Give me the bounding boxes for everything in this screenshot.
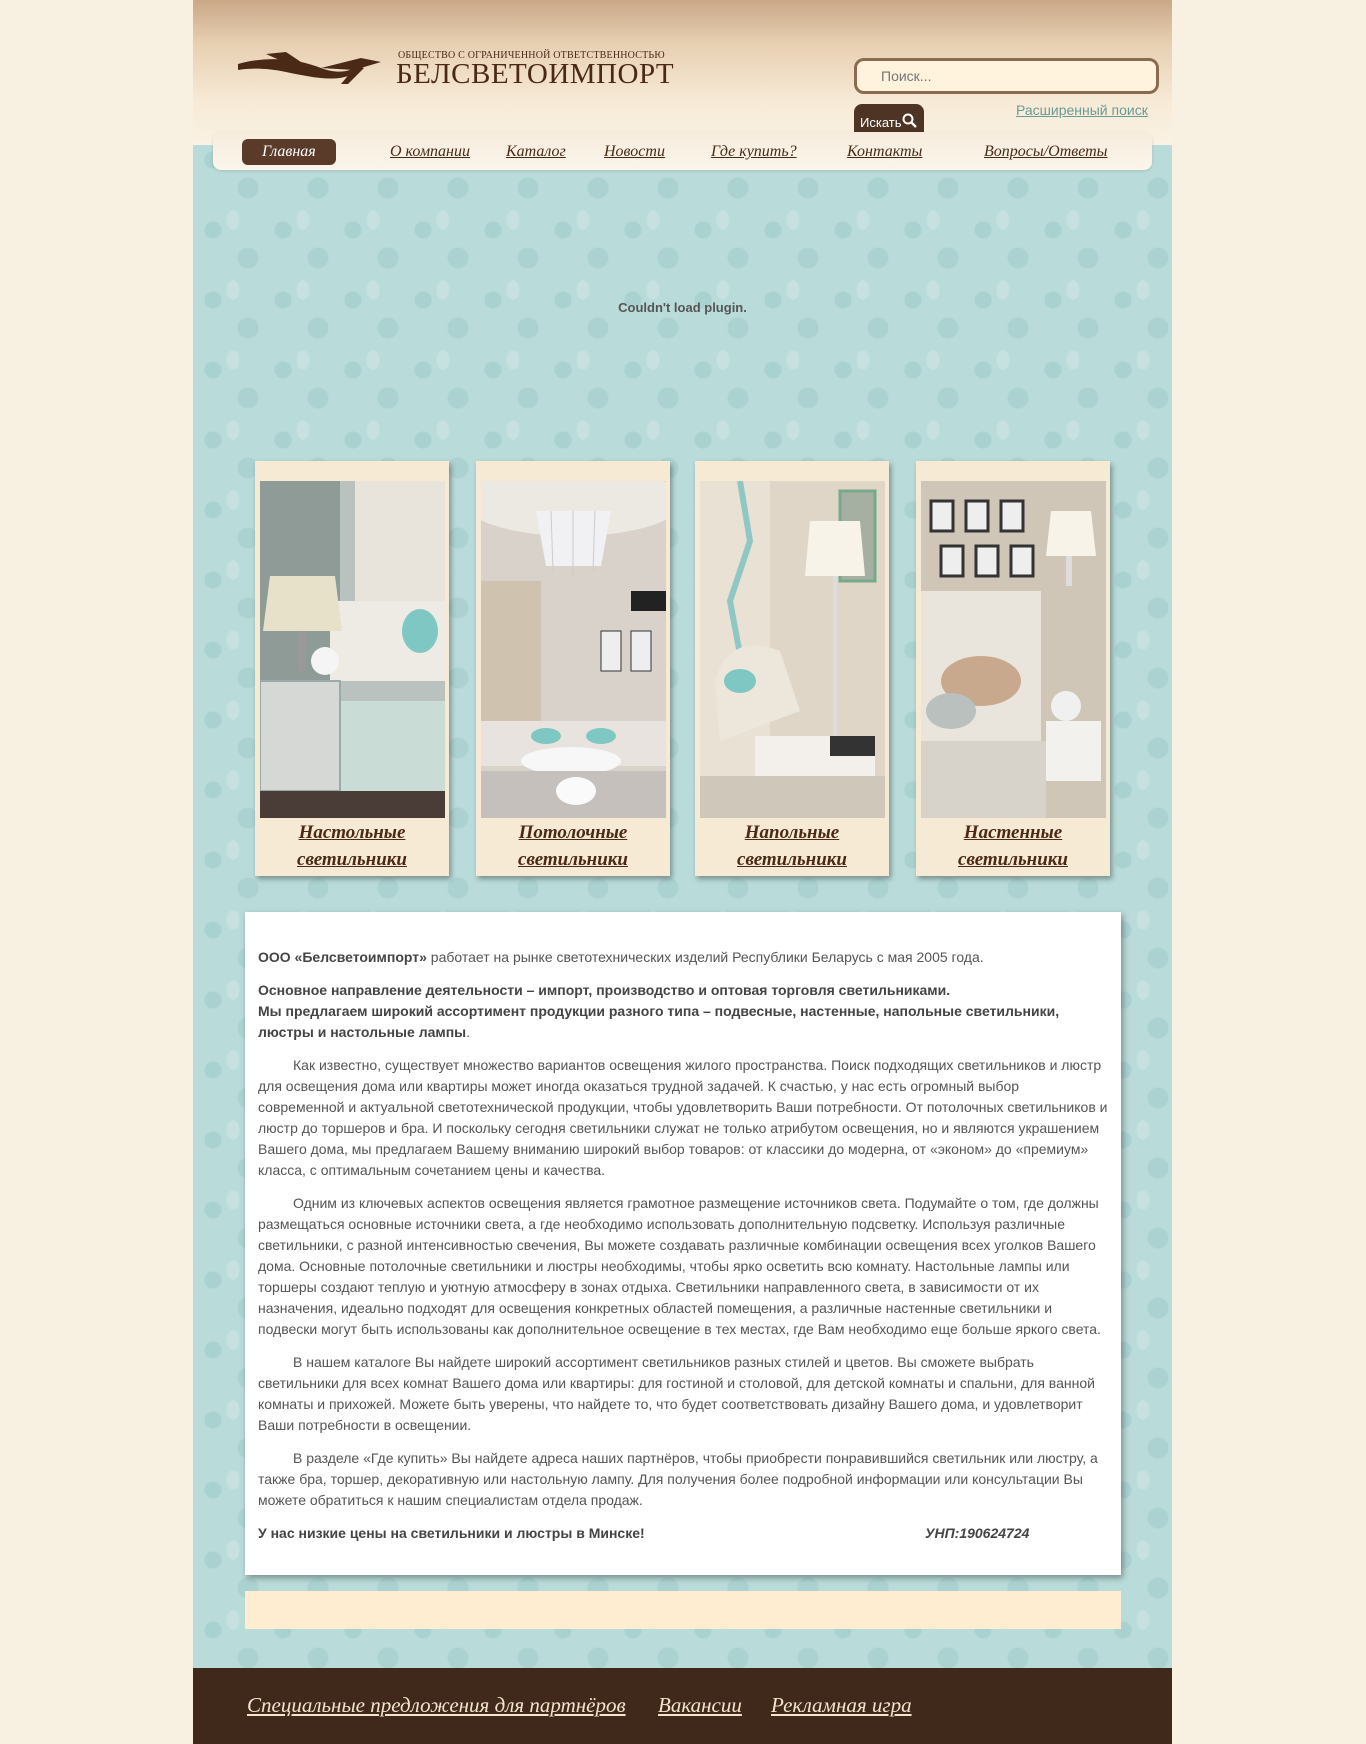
floor-lamps-image[interactable] xyxy=(700,481,885,818)
table-lamps-title[interactable] xyxy=(255,819,449,873)
logo-company-name: БЕЛСВЕТОИМПОРТ xyxy=(396,58,675,90)
lamp-logo-icon xyxy=(236,46,396,86)
empty-banner-bar xyxy=(245,1591,1121,1629)
plugin-error-message: Couldn't load plugin. xyxy=(618,300,747,315)
company-name: ООО «Белсветоимпорт» xyxy=(258,949,427,965)
category-card-ceiling-lamps[interactable] xyxy=(476,461,670,876)
header xyxy=(193,0,1172,145)
unp-number: УНП:190624724 xyxy=(925,1525,1030,1541)
card-title-line: Настенные xyxy=(963,822,1063,843)
closing-line xyxy=(258,1523,1108,1544)
footer xyxy=(193,1668,1172,1744)
activity-paragraph xyxy=(258,980,1108,1043)
intro-text: работает на рынке светотехнических изделий Республики Беларусь с мая 2005 года. xyxy=(426,949,984,965)
footer-link-promo-game[interactable]: Рекламная игра xyxy=(771,1693,912,1717)
logo[interactable] xyxy=(236,44,675,90)
footer-link-partners[interactable]: Специальные предложения для партнёров xyxy=(247,1693,626,1717)
where-to-buy-paragraph: В разделе «Где купить» Вы найдете адреса наших партнёров, чтобы приобрести понравившийся светильник или люстру, а также бра, торшер, декоративную или настольную лампу. Для получения более подробной информации или консультации Вы можете обратиться к нашим специалистам отдела продаж. xyxy=(258,1450,1098,1508)
table-lamps-image[interactable] xyxy=(260,481,445,818)
activity-line: Основное направление деятельности – импорт, производство и оптовая торговля светильниками. xyxy=(258,982,951,998)
lighting-placement-paragraph: Одним из ключевых аспектов освещения является грамотное размещение источников света. Подумайте о том, где должны размещаться основные источники света, а где необходимо использовать дополнительную подсветку. Используя различные светильники, с разной интенсивностью свечения, Вы можете создавать различные комбинации освещения всех уголков Вашего дома. Основные потолочные светильники и люстры необходимы, чтобы ярко осветить всю комнату. Настольные лампы или торшеры создают теплую и уютную атмосферу в зонах отдыха. Светильники направленного света, в зависимости от их назначения, идеально подходят для освещения конкретных областей помещения, а различные настенные светильники и подвески могут быть использованы как дополнительное освещение в тех местах, где Вам необходимо еще больше яркого света. xyxy=(258,1195,1101,1337)
logo-company-type: ОБЩЕСТВО С ОГРАНИЧЕННОЙ ОТВЕТСТВЕННОСТЬЮ xyxy=(398,50,665,61)
category-card-table-lamps[interactable] xyxy=(255,461,449,876)
nav-item-contacts[interactable]: Контакты xyxy=(847,143,923,160)
nav-item-where-to-buy[interactable]: Где купить? xyxy=(711,143,797,160)
category-card-floor-lamps[interactable] xyxy=(695,461,889,876)
search-button-label: Искать xyxy=(860,114,902,130)
card-title-line: Потолочные xyxy=(518,822,628,843)
card-title-line: светильники xyxy=(297,849,407,870)
wall-lamps-title[interactable] xyxy=(916,819,1110,873)
floor-lamps-title[interactable] xyxy=(695,819,889,873)
intro-paragraph xyxy=(258,947,1108,968)
card-title-line: светильники xyxy=(737,849,847,870)
card-title-line: светильники xyxy=(518,849,628,870)
category-card-wall-lamps[interactable] xyxy=(916,461,1110,876)
punctuation: . xyxy=(466,1024,471,1040)
wall-lamps-image[interactable] xyxy=(921,481,1106,818)
ceiling-lamps-title[interactable] xyxy=(476,819,670,873)
nav-item-home[interactable]: Главная xyxy=(242,139,336,165)
about-content xyxy=(245,912,1121,1575)
nav-item-catalog[interactable]: Каталог xyxy=(506,143,566,160)
footer-link-vacancies[interactable]: Вакансии xyxy=(658,1693,742,1717)
search-button[interactable] xyxy=(854,104,924,134)
card-title-line: Настольные xyxy=(298,822,406,843)
search-input[interactable] xyxy=(854,58,1159,94)
catalog-paragraph: В нашем каталоге Вы найдете широкий ассортимент светильников разных стилей и цветов. Вы сможете выбрать светильники для всех комнат Вашего дома или квартиры: для гостиной и столовой, для детской комнаты и спальни, для ванной комнаты и прихожей. Можете быть уверены, что найдете то, что будет соответствовать дизайну Вашего дома, и удовлетворит Ваши потребности в освещении. xyxy=(258,1354,1095,1433)
low-prices-text: У нас низкие цены на светильники и люстры в Минске! xyxy=(258,1525,645,1541)
nav-item-news[interactable]: Новости xyxy=(604,143,665,160)
page-background xyxy=(193,0,1172,1744)
advanced-search-link[interactable]: Расширенный поиск xyxy=(1016,102,1148,118)
lighting-variety-paragraph: Как известно, существует множество вариантов освещения жилого пространства. Поиск подходящих светильников и люстр для освещения дома или квартиры может иногда оказаться трудной задачей. К счастью, у нас есть огромный выбор современной и актуальной светотехнической продукции, чтобы удовлетворить Ваши потребности. От потолочных светильников и люстр до торшеров и бра. И поскольку сегодня светильники служат не только атрибутом освещения, но и являются украшением Вашего дома, мы предлагаем Вашему вниманию широкий выбор товаров: от классики до модерна, от «эконом» до «премиум» класса, с оптимальным сочетанием цены и качества. xyxy=(258,1057,1108,1178)
nav-item-faq[interactable]: Вопросы/Ответы xyxy=(984,143,1108,160)
main-nav xyxy=(213,132,1152,170)
nav-item-about[interactable]: О компании xyxy=(390,143,470,160)
card-title-line: Напольные xyxy=(744,822,840,843)
assortment-line: Мы предлагаем широкий ассортимент продукции разного типа – подвесные, настенные, напольные светильники, люстры и настольные лампы xyxy=(258,1003,1060,1040)
search-icon xyxy=(902,113,918,129)
ceiling-lamps-image[interactable] xyxy=(481,481,666,818)
card-title-line: светильники xyxy=(958,849,1068,870)
